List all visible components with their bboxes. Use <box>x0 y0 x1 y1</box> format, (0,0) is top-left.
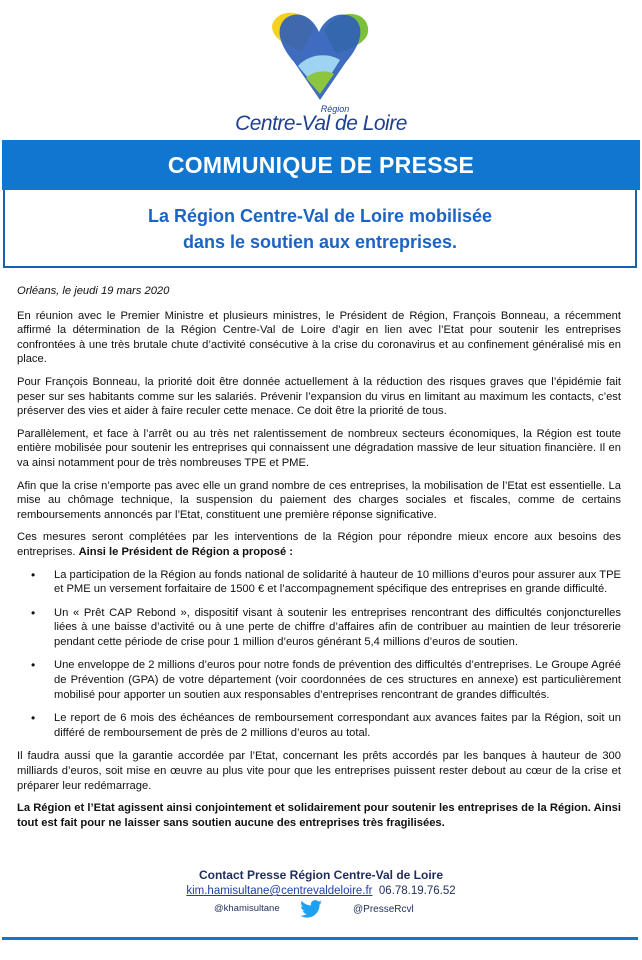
logo-small-text: Région <box>320 104 350 114</box>
twitter-handle-left[interactable]: @khamisultane <box>214 903 280 914</box>
headline-box <box>3 190 637 268</box>
paragraph: En réunion avec le Premier Ministre et plusieurs ministres, le Président de Région, François Bonneau, a récemment affirmé la détermination de la Région Centre-Val de Loire d’agir en lien avec l’Etat pour soutenir les entreprises confrontées à une très brutale chute d’activité consécutive à la crise du coronavirus et au confinement généralisé mis en place. <box>17 309 621 366</box>
twitter-bird-icon <box>299 900 323 918</box>
paragraph-bold-text: Ainsi le Président de Région a proposé : <box>78 545 294 558</box>
paragraph: Afin que la crise n’emporte pas avec elle un grand nombre de ces entreprises, la mobilisation de l’Etat est essentielle. La mise au chômage technique, la suspension du paiement des charges sociales et fiscales, comme de certains remboursements annoncés par l’Etat, constituent une première réponse significative. <box>17 479 621 521</box>
list-item: • Une enveloppe de 2 millions d’euros pour notre fonds de prévention des difficultés d’entreprises. Le Groupe Agréé de Prévention (GPA) de votre département (voir coordonnées de ces structures en annexe) est particulièrement mobilisé pour apporter un soutien aux responsables d’entreprises rencontrant de grandes difficultés. <box>17 658 621 702</box>
headline-line-1: La Région Centre-Val de Loire mobilisée <box>147 206 493 226</box>
paragraph: Pour François Bonneau, la priorité doit être donnée actuellement à la réduction des risques graves que l’épidémie fait peser sur ses habitants comme sur les salariés. Prévenir l’expansion du virus en limitant au maximum les contacts, c’est préserver des vies et aider à faire reculer cette menace. Ce doit être la priorité de tous. <box>17 375 621 418</box>
list-item: • La participation de la Région au fonds national de solidarité à hauteur de 10 millions d’euros pour assurer aux TPE et PME un versement forfaitaire de 1500 € et l’accompagnement spécifique des entreprises en grande difficulté. <box>17 568 621 597</box>
paragraph: Parallèlement, et face à l’arrêt ou au très net ralentissement de nombreux secteurs économiques, la Région est toute entière mobilisée pour soutenir les entreprises qui connaissent une dégradation massive de leur situation financière. Il en va ainsi notamment pour de très nombreuses TPE et PME. <box>17 427 621 469</box>
heart-logo-icon <box>264 6 376 106</box>
measures-list <box>17 568 621 741</box>
twitter-handle-right[interactable]: @PresseRcvl <box>353 904 414 915</box>
paragraph-text: Ces mesures seront complétées par les interventions de la Région pour répondre mieux encore aux besoins des entreprises. <box>17 531 621 558</box>
phone-number: 06.78.19.76.52 <box>378 885 456 897</box>
email-link[interactable]: kim.hamisultane@centrevaldeloire.fr <box>186 885 373 897</box>
paragraph: Il faudra aussi que la garantie accordée par l’Etat, concernant les prêts accordés par les banques à hauteur de 300 milliards d’euros, soit mise en œuvre au plus vite pour que les entreprises puissent rester debout au cœur de la crise et préparer leur redémarrage. <box>17 750 621 792</box>
region-logo <box>228 6 414 134</box>
logo-name: Centre-Val de Loire <box>235 112 407 135</box>
bottom-divider <box>2 937 638 940</box>
list-item: • Un « Prêt CAP Rebond », dispositif visant à soutenir les entreprises rencontrant des difficultés conjoncturelles liées à une baisse d’activité ou à une perte de chiffre d’affaires afin de contribuer au maintien de leur trésorerie pendant cette période de crise pour 1 million d’euros générant 5,4 millions d’euros de soutien. <box>17 606 621 650</box>
paragraph <box>17 530 621 559</box>
list-item: • Le report de 6 mois des échéances de remboursement correspondant aux avances faites par la Région, soit un différé de remboursement de près de 2 millions d’euros au total. <box>17 711 621 740</box>
date-line: Orléans, le jeudi 19 mars 2020 <box>17 285 170 297</box>
contact-line <box>0 885 642 897</box>
contact-title: Contact Presse Région Centre-Val de Loire <box>198 868 444 882</box>
body-text <box>17 284 621 838</box>
conclusion-paragraph: La Région et l’Etat agissent ainsi conjointement et solidairement pour soutenir les entreprises de la Région. Ainsi tout est fait pour ne laisser sans soutien aucune des entreprises très fragilisées. <box>17 802 621 829</box>
press-release-banner: COMMUNIQUE DE PRESSE <box>2 140 640 190</box>
headline-line-2: dans le soutien aux entreprises. <box>182 232 458 252</box>
